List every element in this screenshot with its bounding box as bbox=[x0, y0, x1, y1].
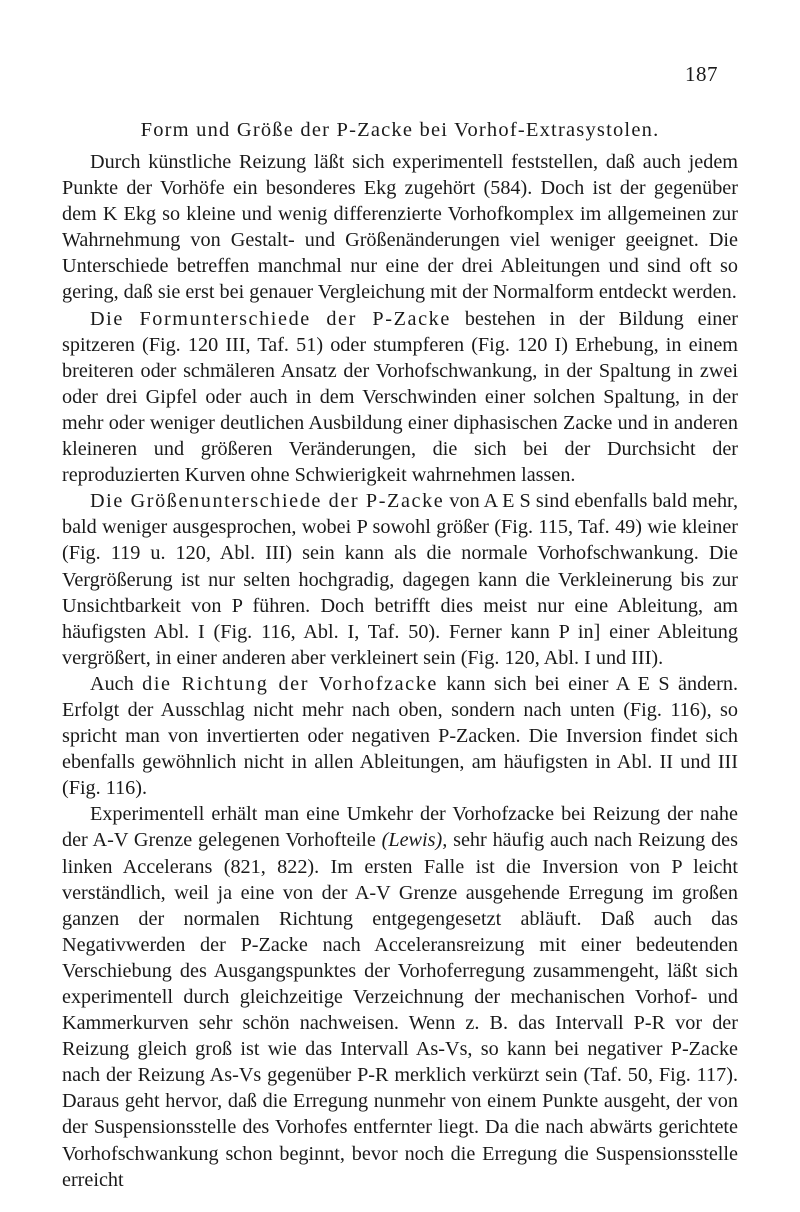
text-segment: Experimentell erhält man eine Umkehr der Vorhofzacke bei Reizung der nahe der A-V Grenze gelegenen Vorhofteile bbox=[62, 803, 738, 852]
paragraph bbox=[62, 671, 738, 801]
text-segment: sehr häufig auch nach Reizung des linken Accelerans (821, 822). Im ersten Falle ist die Inversion von P leicht verständlich, weil ja eine von der A-V Grenze ausgehende Erregung im großen ganzen der normalen Richtung entgegengesetzt abläuft. Daß auch das Negativwerden der P-Zacke nach Acceleransreizung mit einer bedeutenden Verschiebung des Ausgangspunktes der Vorhoferregung zusammengeht, läßt sich experimentell durch gleichzeitige Verzeichnung der mechanischen Vorhof- und Kammerkurven sehr schön nachweisen. Wenn z. B. das Intervall P-R vor der Reizung gleich groß ist wie das Intervall As-Vs, so kann bei negativer P-Zacke nach der Reizung As-Vs gegenüber P-R merklich verkürzt sein (Taf. 50, Fig. 117). Daraus geht hervor, daß die Erregung nunmehr von einem Punkte ausgeht, der von der Suspensionsstelle des Vorhofes entfernter liegt. Da die nach abwärts gerichtete Vorhofschwankung schon beginnt, bevor noch die Erregung die Suspensionsstelle erreicht bbox=[62, 829, 738, 1191]
paragraph bbox=[62, 801, 738, 1192]
page-number: 187 bbox=[685, 62, 718, 86]
page-body bbox=[62, 117, 738, 1193]
section-heading: Form und Größe der P-Zacke bei Vorhof-Extrasystolen. bbox=[140, 119, 660, 141]
author-citation: (Lewis), bbox=[381, 829, 448, 852]
paragraph bbox=[62, 488, 738, 671]
text-segment: bestehen in der Bildung einer spitzeren (Fig. 120 III, Taf. 51) oder stumpferen (Fig. 120 I) Erhebung, in einem breiteren oder schmäleren Ansatz der Vorhofschwankung, in der Spaltung in zwei oder drei Gipfel oder auch in dem Verschwinden einer solchen Spaltung, in der mehr oder weniger deutlichen Ausbildung einer diphasischen Zacke und in anderen kleineren und größeren Veränderungen, die sich bei der Durchsicht der reproduzierten Kurven ohne Schwierigkeit wahrnehmen lassen. bbox=[62, 307, 739, 487]
emphasized-term: die Richtung der Vorhofzacke bbox=[142, 672, 438, 695]
text-segment: kann sich bei einer A E S ändern. Erfolgt der Ausschlag nicht mehr nach oben, sondern nach unten (Fig. 116), so spricht man von invertierten oder negativen P-Zacken. Die Inversion findet sich ebenfalls gewöhnlich nicht in allen Ableitungen, am häufigsten in Abl. II und III (Fig. 116). bbox=[62, 672, 738, 800]
emphasized-term: Die Formunterschiede der P-Zacke bbox=[90, 307, 451, 330]
text-segment: Durch künstliche Reizung läßt sich experimentell feststellen, daß auch jedem Punkte der Vorhöfe ein besonderes Ekg zugehört (584). Doch ist der gegenüber dem K Ekg so kleine und wenig differenzierte Vorhofkomplex im allgemeinen zur Wahrnehmung von Gestalt- und Größenänderungen viel weniger geeignet. Die Unterschiede betreffen manchmal nur eine der drei Ableitungen und sind oft so gering, daß sie erst bei genauer Vergleichung mit der Normalform entdeckt werden. bbox=[62, 151, 738, 304]
paragraph bbox=[62, 149, 738, 306]
paragraph bbox=[62, 306, 738, 489]
text-segment: von A E S sind ebenfalls bald mehr, bald weniger ausgesprochen, wobei P sowohl größer (Fig. 115, Taf. 49) wie kleiner (Fig. 119 u. 120, Abl. III) sein kann als die normale Vorhofschwankung. Die Vergrößerung ist nur selten hochgradig, dagegen kann die Verkleinerung bis zur Unsichtbarkeit von P führen. Doch betrifft dies meist nur eine Ableitung, am häufigsten Abl. I (Fig. 116, Abl. I, Taf. 50). Ferner kann P in] einer Ableitung vergrößert, in einer anderen aber verkleinert sein (Fig. 120, Abl. I und III). bbox=[62, 490, 738, 669]
emphasized-term: Die Größenunterschiede der P-Zacke bbox=[90, 490, 445, 513]
text-segment: Auch bbox=[90, 672, 143, 695]
